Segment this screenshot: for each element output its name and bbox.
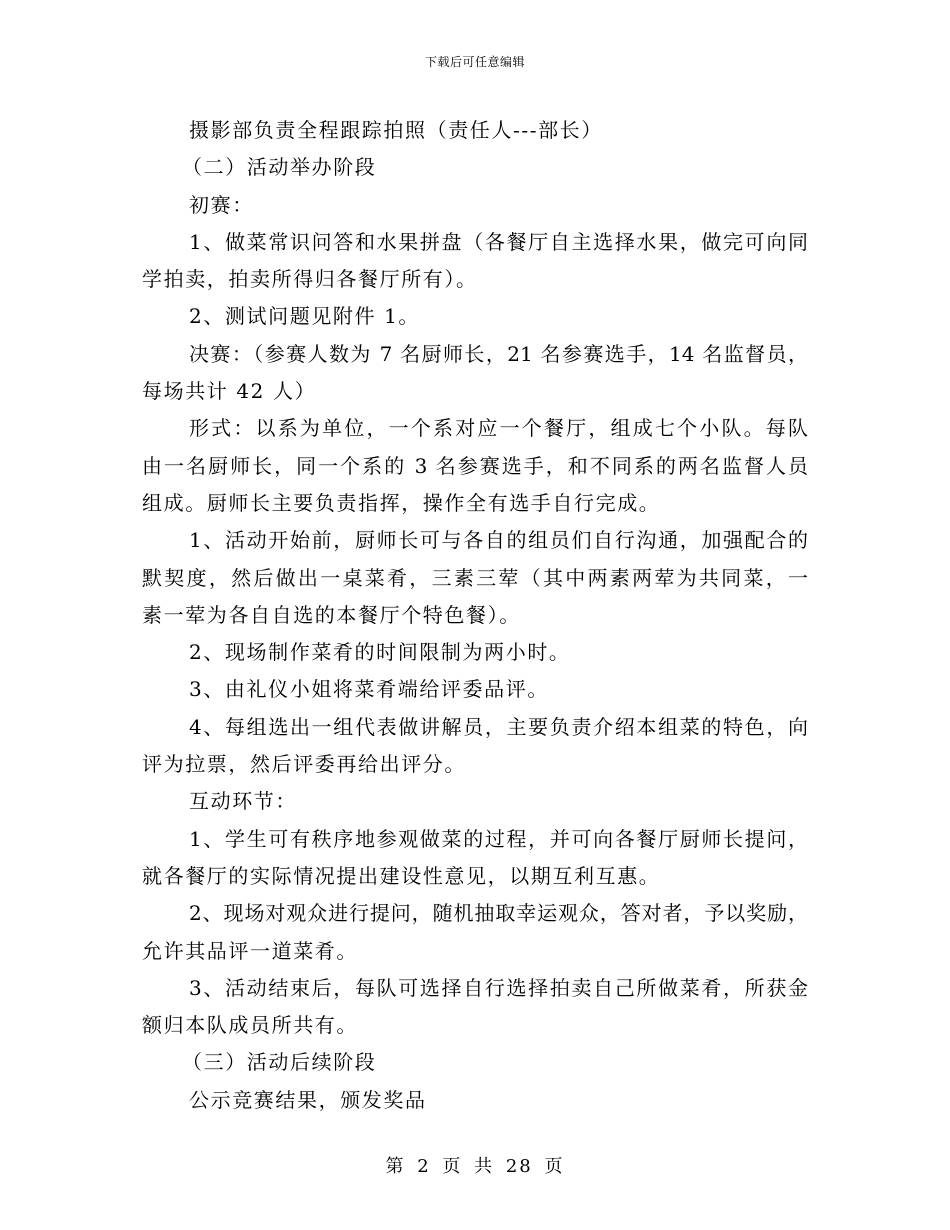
paragraph-line: 1、活动开始前，厨师长可与各自的组员们自行沟通，加强配合的	[189, 528, 808, 553]
paragraph-line: 学拍卖，拍卖所得归各餐厅所有）。	[142, 267, 478, 292]
paragraph-line: 评为拉票，然后评委再给出评分。	[142, 752, 466, 777]
paragraph-line: 额归本队成员所共有。	[142, 1013, 358, 1038]
paragraph-line: 3、活动结束后，每队可选择自行选择拍卖自己所做菜肴，所获金	[189, 975, 808, 1000]
paragraph-line: 2、现场制作菜肴的时间限制为两小时。	[189, 640, 571, 665]
paragraph-line: 素一荤为各自自选的本餐厅个特色餐）。	[142, 602, 521, 627]
paragraph-line: 就各餐厅的实际情况提出建设性意见，以期互利互惠。	[142, 863, 661, 888]
paragraph-line: 默契度，然后做出一桌菜肴，三素三荤（其中两素两荤为共同菜，一	[142, 565, 808, 590]
paragraph-line: 4、每组选出一组代表做讲解员，主要负责介绍本组菜的特色，向	[189, 714, 808, 739]
paragraph-line: 允许其品评一道菜肴。	[142, 938, 358, 963]
paragraph-line: 1、做菜常识问答和水果拼盘（各餐厅自主选择水果，做完可向同	[189, 229, 808, 254]
paragraph-line: 初赛：	[189, 192, 254, 217]
paragraph-line: 2、测试问题见附件 1。	[189, 304, 421, 329]
paragraph-line: 2、现场对观众进行提问，随机抽取幸运观众，答对者，予以奖励，	[189, 901, 808, 926]
paragraph-line: 互动环节：	[189, 789, 297, 814]
paragraph-line: 每场共计 42 人）	[142, 379, 317, 404]
page-footer: 第 2 页 共 28 页	[385, 1156, 565, 1177]
section-heading: （二）活动举办阶段	[182, 155, 377, 180]
paragraph-line: 3、由礼仪小姐将菜肴端给评委品评。	[189, 677, 549, 702]
section-heading: （三）活动后续阶段	[182, 1050, 377, 1075]
paragraph-line: 由一名厨师长，同一个系的 3 名参赛选手，和不同系的两名监督人员	[142, 453, 808, 478]
paragraph-line: 决赛：（参赛人数为 7 名厨师长，21 名参赛选手，14 名监督员，	[189, 341, 808, 366]
paragraph-line: 形式：以系为单位，一个系对应一个餐厅，组成七个小队。每队	[189, 416, 808, 441]
paragraph-line: 公示竞赛结果，颁发奖品	[189, 1087, 427, 1112]
paragraph-line: 1、学生可有秩序地参观做菜的过程，并可向各餐厅厨师长提问，	[189, 826, 808, 851]
paragraph-line: 组成。厨师长主要负责指挥，操作全有选手自行完成。	[142, 490, 661, 515]
paragraph-line: 摄影部负责全程跟踪拍照（责任人---部长）	[189, 118, 603, 142]
page-header: 下载后可任意编辑	[424, 55, 525, 69]
body-text	[142, 112, 808, 1119]
